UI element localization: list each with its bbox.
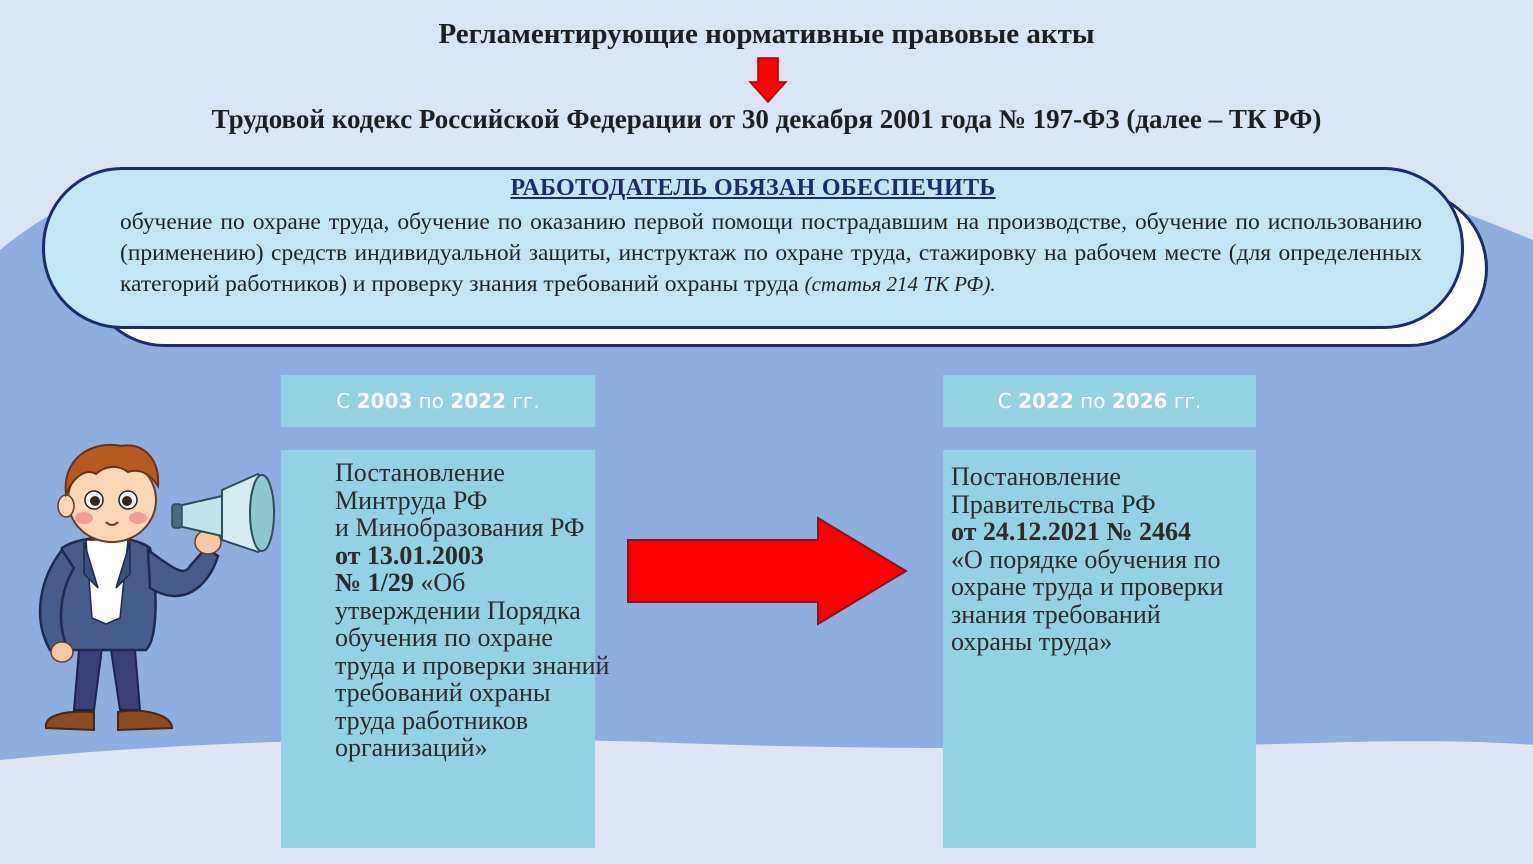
man-with-megaphone-illustration bbox=[22, 438, 282, 738]
obligation-text bbox=[120, 207, 1422, 300]
period-middle: по bbox=[1080, 389, 1106, 413]
period-suffix: гг. bbox=[1173, 389, 1202, 413]
page-title: Регламентирующие нормативные правовые акты bbox=[438, 18, 1095, 50]
article-reference: (статья 214 ТК РФ). bbox=[804, 272, 996, 296]
period-to: 2026 bbox=[1111, 389, 1168, 413]
period-header-left bbox=[281, 375, 595, 427]
right-act-name: «О порядке обучения по охране труда и проверки знания требований охраны труда» bbox=[951, 544, 1224, 656]
red-down-arrow-icon bbox=[748, 56, 788, 104]
labor-code-subtitle: Трудовой кодекс Российской Федерации от 30 декабря 2001 года № 197-ФЗ (далее – ТК РФ) bbox=[211, 104, 1322, 134]
left-act-number: № 1/29 bbox=[335, 568, 414, 597]
period-prefix: С bbox=[997, 389, 1012, 413]
red-right-arrow-icon bbox=[626, 516, 908, 626]
left-act-text bbox=[335, 459, 615, 762]
period-from: 2003 bbox=[356, 389, 413, 413]
right-act-line1: Постановление bbox=[951, 462, 1121, 491]
left-act-line2: Минтруда РФ bbox=[335, 485, 488, 515]
period-to: 2022 bbox=[450, 389, 506, 413]
period-middle: по bbox=[418, 389, 444, 413]
obligation-heading: РАБОТОДАТЕЛЬ ОБЯЗАН ОБЕСПЕЧИТЬ bbox=[510, 175, 996, 201]
right-act-text bbox=[951, 463, 1241, 656]
left-act-date: от 13.01.2003 bbox=[335, 540, 484, 570]
right-act-date-number: от 24.12.2021 № 2464 bbox=[951, 517, 1192, 546]
period-suffix: гг. bbox=[512, 389, 540, 413]
left-act-line1: Постановление bbox=[335, 458, 505, 487]
obligation-body: обучение по охране труда, обучение по оказанию первой помощи пострадавшим на производстве, обучение по использованию (применению) средств индивидуальной защиты, инструктаж по охране труда, стажировку на рабочем месте (для определенных категорий работников) и проверку знания требований охраны труда bbox=[120, 209, 1422, 297]
right-act-line2: Правительства РФ bbox=[951, 489, 1156, 519]
period-header-right bbox=[943, 375, 1256, 427]
left-act-name: «Об утверждении Порядка обучения по охране труда и проверки знаний требований охраны труда работников организаций» bbox=[335, 568, 610, 762]
period-prefix: С bbox=[336, 389, 351, 413]
period-from: 2022 bbox=[1018, 389, 1074, 413]
left-act-line3: и Минобразования РФ bbox=[335, 513, 585, 542]
